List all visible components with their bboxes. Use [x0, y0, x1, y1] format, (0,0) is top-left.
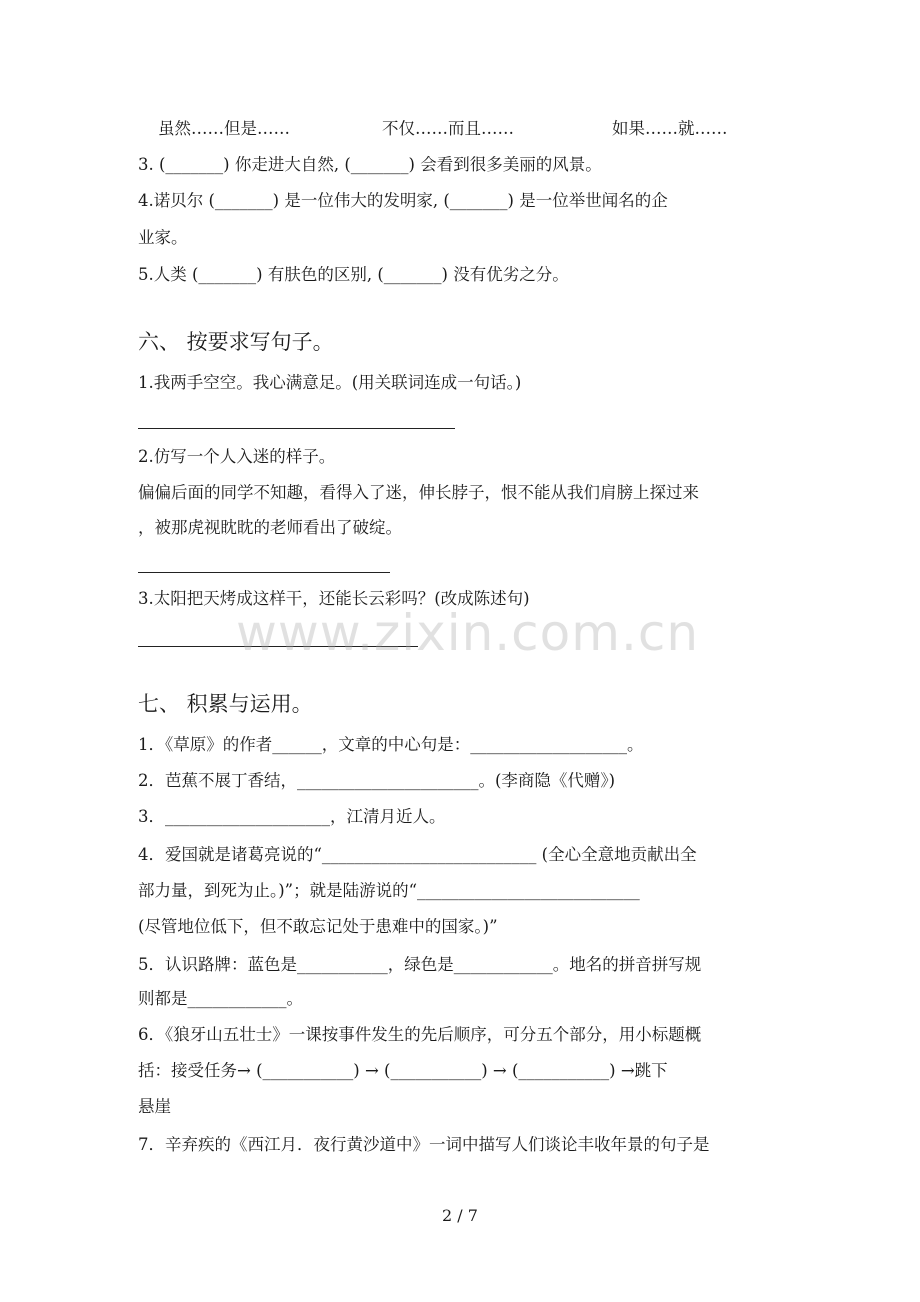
s7-item-4-line1: 4．爱国就是诸葛亮说的“__________________________ (全心全意地贡献出全 — [138, 845, 697, 864]
connector-bujin: 不仅……而且…… — [382, 119, 514, 138]
question-4-line2: 业家。 — [138, 228, 188, 247]
s6-item-2-text-line1: 偏偏后面的同学不知趣，看得入了迷，伸长脖子，恨不能从我们肩膀上探过来 — [138, 483, 699, 502]
s7-item-6-line3: 悬崖 — [138, 1097, 171, 1116]
s7-item-6-line1: 6．《狼牙山五壮士》一课按事件发生的先后顺序，可分五个部分，用小标题概 — [138, 1025, 702, 1044]
s7-item-7: 7．辛弃疾的《西江月．夜行黄沙道中》一词中描写人们谈论丰收年景的句子是 — [138, 1135, 710, 1154]
page-number: 2 / 7 — [442, 1206, 478, 1225]
s6-item-2: 2.仿写一个人入迷的样子。 — [138, 447, 336, 466]
question-5: 5.人类 (_______) 有肤色的区别, (_______) 没有优劣之分。 — [138, 265, 569, 284]
s7-item-5-line1: 5．认识路牌：蓝色是___________，绿色是____________。地名的拼音拼写规 — [138, 955, 702, 974]
question-4-line1: 4.诺贝尔 (_______) 是一位伟大的发明家, (_______) 是一位举世闻名的企 — [138, 191, 668, 210]
s6-item-1: 1.我两手空空。我心满意足。(用关联词连成一句话。) — [138, 373, 522, 392]
s7-item-3: 3．____________________，江清月近人。 — [138, 807, 446, 826]
s7-item-4-line2: 部力量，到死为止。)”；就是陆游说的“___________________________ — [138, 881, 640, 900]
section-6-heading: 六、 按要求写句子。 — [138, 330, 334, 354]
connector-suiran: 虽然……但是…… — [158, 119, 290, 138]
question-3: 3. (_______) 你走进大自然, (_______) 会看到很多美丽的风景。 — [138, 155, 602, 174]
s6-item-3: 3.太阳把天烤成这样干，还能长云彩吗？(改成陈述句) — [138, 589, 530, 608]
s7-item-2: 2．芭蕉不展丁香结，______________________。(李商隐《代赠》) — [138, 771, 616, 790]
watermark: www.zixin.com.cn — [236, 604, 700, 662]
section-7-heading: 七、 积累与运用。 — [138, 692, 313, 716]
s7-item-1: 1．《草原》的作者______，文章的中心句是：___________________。 — [138, 735, 644, 754]
answer-rule-1 — [138, 428, 455, 429]
answer-rule-2 — [138, 572, 390, 573]
s6-item-2-text-line2: ，被那虎视眈眈的老师看出了破绽。 — [138, 518, 402, 537]
connector-ruguo: 如果……就…… — [612, 119, 728, 138]
s7-item-4-line3: (尽管地位低下，但不敢忘记处于患难中的国家。)” — [138, 917, 498, 936]
s7-item-6-line2: 括：接受任务→ (___________) → (___________) → (___________) →跳下 — [138, 1061, 668, 1080]
s7-item-5-line2: 则都是____________。 — [138, 989, 303, 1008]
